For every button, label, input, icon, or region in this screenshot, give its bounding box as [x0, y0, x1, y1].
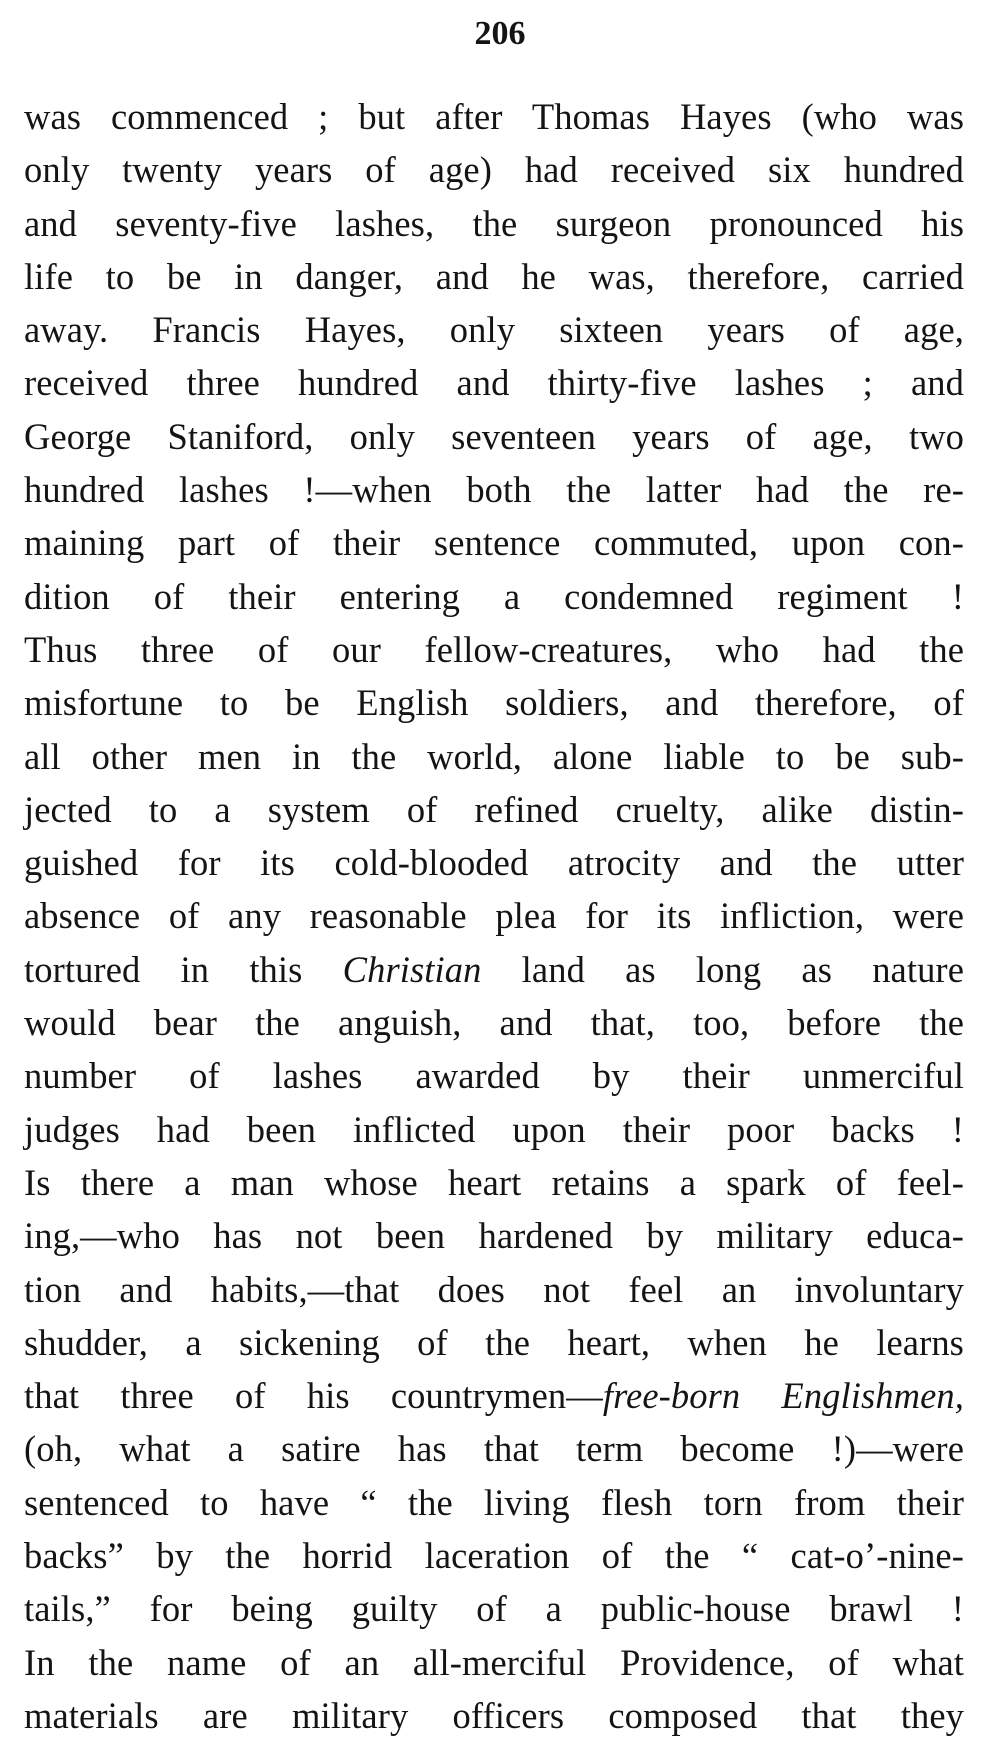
text-line: tion and habits,—that does not feel an involuntary [24, 1268, 964, 1310]
text-line: maining part of their sentence commuted, upon con- [24, 522, 964, 564]
text-line: judges had been inflicted upon their poor backs ! [24, 1108, 964, 1150]
text-line: hundred lashes !—when both the latter had the re- [24, 469, 964, 511]
text-line: away. Francis Hayes, only sixteen years of age, [24, 309, 964, 351]
text-line: number of lashes awarded by their unmerciful [24, 1055, 964, 1097]
text-line: In the name of an all-merciful Providence, of what [24, 1641, 964, 1683]
text-line: all other men in the world, alone liable to be sub- [24, 735, 964, 777]
italic-emphasis: Christian [342, 948, 482, 990]
text-line: ing,—who has not been hardened by military educa- [24, 1215, 964, 1257]
page-number: 206 [474, 15, 526, 52]
text-line: received three hundred and thirty-five lashes ; and [24, 362, 964, 404]
text-line: life to be in danger, and he was, therefore, carried [24, 255, 964, 297]
text-line: tails,” for being guilty of a public-house brawl ! [24, 1588, 964, 1630]
text-line: sentenced to have “ the living flesh torn from their [24, 1481, 964, 1523]
text-line: misfortune to be English soldiers, and therefore, of [24, 682, 964, 724]
text-line: tortured in this Christian land as long as nature [24, 948, 964, 990]
text-line: George Staniford, only seventeen years of age, two [24, 415, 964, 457]
text-line: dition of their entering a condemned regiment ! [24, 575, 964, 617]
text-line: absence of any reasonable plea for its infliction, were [24, 895, 964, 937]
italic-emphasis: free-born Englishmen, [602, 1375, 964, 1417]
body-text [24, 90, 964, 1742]
text-line: was commenced ; but after Thomas Hayes (who was [24, 96, 964, 137]
text-line: (oh, what a satire has that term become !)—were [24, 1428, 964, 1470]
text-line: backs” by the horrid laceration of the “ cat-o’-nine- [24, 1535, 964, 1577]
text-line: guished for its cold-blooded atrocity and the utter [24, 842, 964, 884]
text-line: that three of his countrymen—free-born Englishmen, [24, 1375, 964, 1417]
text-line: Thus three of our fellow-creatures, who had the [24, 628, 964, 670]
text-line: only twenty years of age) had received six hundred [24, 149, 964, 191]
text-line: materials are military officers composed that they [24, 1694, 964, 1736]
text-line: would bear the anguish, and that, too, before the [24, 1002, 964, 1044]
text-line: jected to a system of refined cruelty, alike distin- [24, 788, 964, 830]
text-line: shudder, a sickening of the heart, when he learns [24, 1321, 964, 1363]
text-line: and seventy-five lashes, the surgeon pronounced his [24, 202, 964, 244]
text-line: Is there a man whose heart retains a spark of feel- [24, 1161, 964, 1203]
